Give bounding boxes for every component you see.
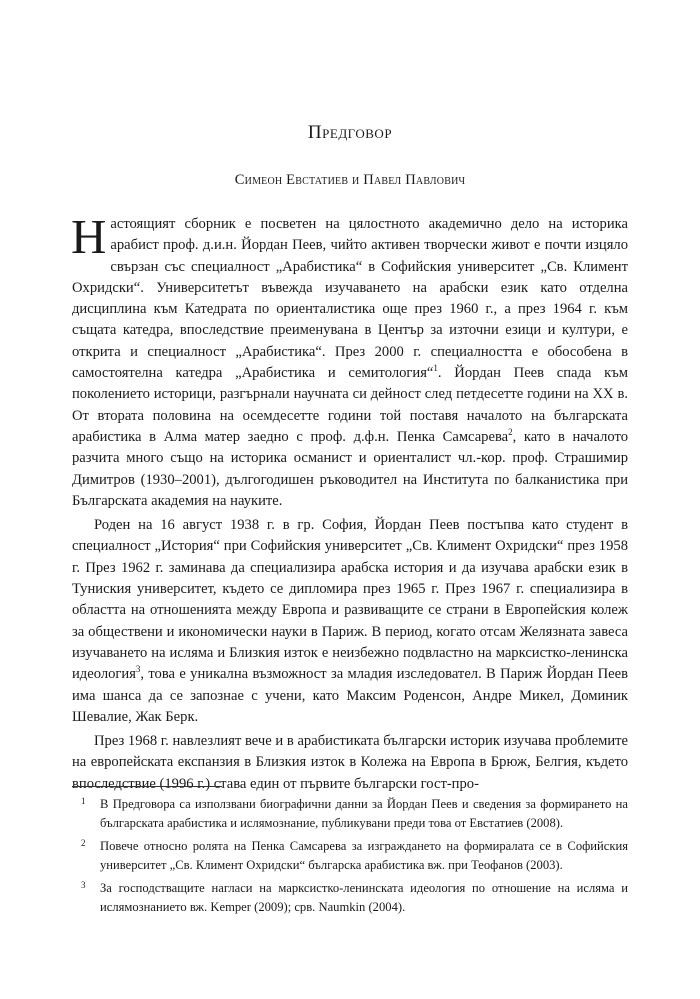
footnote-ref-2[interactable]: 2	[508, 427, 513, 438]
drop-cap: Н	[71, 209, 107, 264]
footnote-text: В Предговора са използвани биографични данни за Йордан Пеев и сведения за формирането на българската арабистика и ислямознание, публикувани преди това от Евстатиев (2008).	[100, 797, 628, 830]
page-title: Предговор	[307, 122, 393, 143]
footnote-number: 3	[81, 880, 86, 891]
footnote-text: Повече относно ролята на Пенка Самсарева за изграждането на формиралата се в Софийския университет „Св. Климент Охридски“ българска арабистика вж. при Теофанов (2003).	[100, 839, 628, 872]
paragraph-2	[72, 515, 628, 728]
authors-line: Симеон Евстатиев и Павел Павлович	[234, 172, 466, 188]
footnote-ref-1[interactable]: 1	[433, 363, 438, 374]
footnote-2	[72, 837, 628, 874]
paragraph-1-text-a: астоящият сборник е посветен на цялостното академично дело на историка арабист проф. д.и.н. Йордан Пеев, чийто активен творчески живот е почти изцяло свързан със специалност „Арабистика“ в Софийския университет „Св. Климент Охридски“. Университетът въвежда изучаването на арабски език като отделна дисциплина към Катедрата по ориенталистика още през 1960 г., а през 1964 г. към същата катедра, впоследствие преименувана в Център за източни езици и култури, е открита и специалност „Арабистика“. През 2000 г. специалността е обособена в самостоятелна катедра „Арабистика и семитология“	[72, 216, 628, 382]
paragraph-2-text-a: Роден на 16 август 1938 г. в гр. София, Йордан Пеев постъпва като студент в специалност „История“ при Софийския университет „Св. Климент Охридски“ през 1958 г. През 1962 г. заминава да специализира арабска история и да изучава арабски език в Туниския университет, където се дипломира през 1965 г. През 1967 г. специализира в областта на отношенията между Европа и развиващите се страни в Европейския колеж за обществени и икономически науки в Париж. В период, когато отсам Желязната завеса изучаването на исляма и Близкия изток е неизбежно подвластно на марксистко-ленинска идеология	[72, 517, 628, 683]
footnote-divider	[72, 786, 222, 787]
paragraph-3-text: През 1968 г. навлезлият вече и в арабистиката български историк изучава проблемите на европейската експанзия в Близкия изток в Колежа на Европа в Брюж, Белгия, където впоследствие (1996 г.) става един от първите български гост-про-	[72, 733, 628, 792]
footnotes	[72, 795, 628, 922]
paragraph-1-text-c: , като в началото разчита много също на историка османист и ориенталист чл.-кор. проф. Страшимир Димитров (1930–2001), дългогодишен ръководител на Института по балканистика при Българската академия на науките.	[72, 428, 628, 509]
paragraph-1	[71, 209, 628, 512]
footnote-ref-3[interactable]: 3	[135, 664, 141, 675]
footnote-number: 1	[81, 796, 86, 806]
footnote-text: За господстващите нагласи на марксистко-ленинската идеология по отношение на исляма и ислямознанието вж. Kemper (2009); срв. Naumkin (2004).	[100, 881, 628, 914]
main-text	[71, 209, 628, 795]
footnote-1	[72, 795, 628, 832]
footnote-3	[72, 879, 628, 916]
paragraph-2-text-b: , това е уникална възможност за младия изследовател. В Париж Йордан Пеев има шанса да се запознае с учени, като Максим Роденсон, Андре Микел, Доминик Шевалие, Жак Берк.	[72, 666, 628, 725]
paragraph-1-text-b: . Йордан Пеев спада към поколението историци, разгърнали научната си дейност след петдесетте години на XX в. От втората половина на осемдесетте години той поставя началото на българската арабистика в Алма матер заедно с проф. д.ф.н. Пенка Самсарева	[72, 365, 628, 445]
footnote-number: 2	[81, 838, 86, 849]
